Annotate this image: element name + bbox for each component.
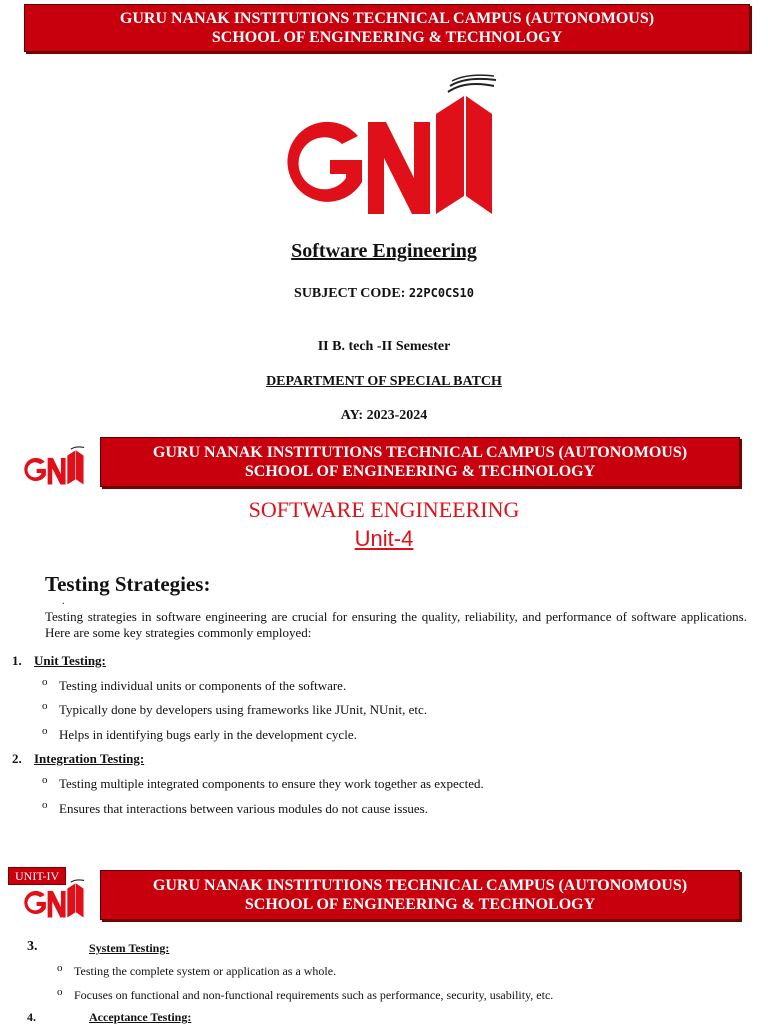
subject-code-value: 22PC0CS10: [408, 286, 474, 300]
list-item: Typically done by developers using frameworks like JUnit, NUnit, etc.: [59, 702, 428, 717]
item-number: 2.: [12, 751, 22, 766]
header-line1: GURU NANAK INSTITUTIONS TECHNICAL CAMPUS (AUTONOMOUS): [119, 10, 655, 27]
gni-logo-small: [18, 444, 90, 486]
subject-code-label: SUBJECT CODE:: [294, 286, 406, 301]
intro-paragraph: Testing strategies in software engineering are crucial for ensuring the quality, reliability, and performance of software applications. Here are some key strategies commonly employed:: [45, 609, 747, 640]
academic-year: AY: 2023-2024: [340, 408, 428, 423]
unit-tag: UNIT-IV: [8, 867, 66, 885]
item-number: 1.: [12, 653, 22, 668]
list-item: Focuses on functional and non-functional requirements such as performance, security, usability, etc.: [74, 988, 554, 1002]
list-item: Testing the complete system or application as a whole.: [74, 964, 337, 978]
item-title-acceptance-testing: Acceptance Testing:: [89, 1010, 192, 1024]
header-line1: GURU NANAK INSTITUTIONS TECHNICAL CAMPUS (AUTONOMOUS): [152, 877, 688, 894]
list-item: Testing individual units or components of the software.: [59, 678, 347, 693]
unit-title: Unit-4: [354, 526, 414, 551]
item-title-unit-testing: Unit Testing:: [34, 653, 106, 668]
bullet-icon: o: [57, 986, 63, 998]
gni-logo: [280, 74, 500, 219]
header-line1: GURU NANAK INSTITUTIONS TECHNICAL CAMPUS (AUTONOMOUS): [152, 444, 688, 461]
bullet-icon: o: [42, 799, 48, 811]
bullet-icon: o: [57, 962, 63, 974]
cover-title: Software Engineering: [291, 240, 477, 262]
header-banner: [24, 4, 750, 52]
item-number: 3.: [27, 939, 38, 954]
subject-code-line: [0, 286, 768, 302]
semester: II B. tech -II Semester: [317, 339, 451, 354]
department: DEPARTMENT OF SPECIAL BATCH: [266, 374, 502, 389]
list-item: Testing multiple integrated components to ensure they work together as expected.: [59, 776, 484, 791]
header-banner-page3: [100, 870, 740, 920]
item-title-integration-testing: Integration Testing:: [34, 751, 145, 766]
header-line2: SCHOOL OF ENGINEERING & TECHNOLOGY: [211, 29, 563, 46]
bullet-icon: o: [42, 774, 48, 786]
item-number: 4.: [27, 1010, 36, 1024]
list-item: Helps in identifying bugs early in the development cycle.: [59, 727, 357, 742]
item-title-system-testing: System Testing:: [89, 941, 170, 955]
section-heading: Testing Strategies:: [45, 572, 211, 596]
header-banner-page2: [100, 437, 740, 487]
bullet-icon: o: [42, 676, 48, 688]
bullet-icon: o: [42, 700, 48, 712]
header-line2: SCHOOL OF ENGINEERING & TECHNOLOGY: [244, 896, 596, 913]
list-item: Ensures that interactions between various modules do not cause issues.: [59, 801, 428, 816]
heading-dot: .: [62, 596, 65, 607]
header-line2: SCHOOL OF ENGINEERING & TECHNOLOGY: [244, 463, 596, 480]
course-title: SOFTWARE ENGINEERING: [248, 497, 520, 522]
bullet-icon: o: [42, 725, 48, 737]
